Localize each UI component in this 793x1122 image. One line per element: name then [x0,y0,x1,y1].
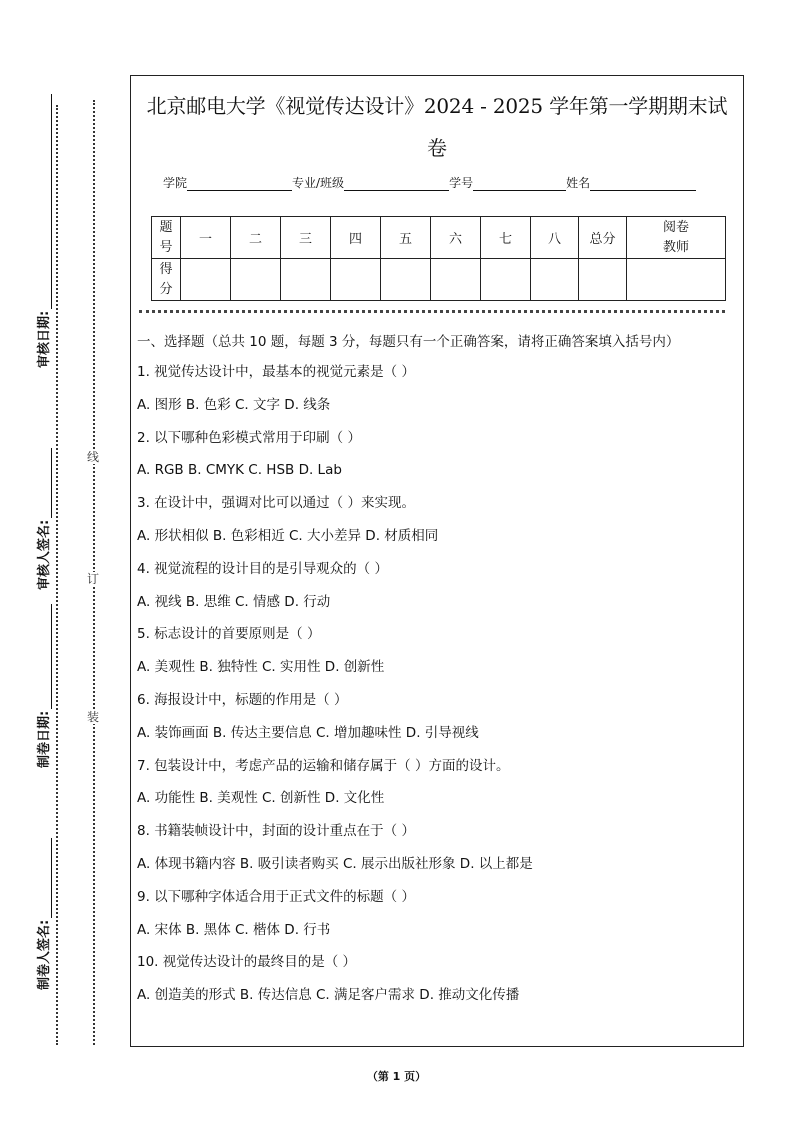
question-8: 8. 书籍装帧设计中，封面的设计重点在于（ ） [137,823,415,840]
binding-dotted-line-outer [56,105,58,1045]
make-date-label: 制卷日期: [37,710,52,768]
reviewer-sign-label: 审核人签名: [37,519,52,590]
score-cell-2[interactable] [231,259,281,301]
score-cell-6[interactable] [431,259,481,301]
col-8: 八 [531,217,579,259]
dotted-separator [139,310,725,313]
score-cell-total[interactable] [579,259,627,301]
question-6: 6. 海报设计中，标题的作用是（ ） [137,691,348,708]
school-field[interactable] [187,178,292,191]
options-3: A. 形状相似 B. 色彩相近 C. 大小差异 D. 材质相同 [137,527,439,544]
col-4: 四 [331,217,381,259]
review-date-label: 审核日期: [37,310,52,368]
question-7: 7. 包装设计中，考虑产品的运输和储存属于（ ）方面的设计。 [137,757,510,774]
question-number-header: 题号 [152,217,181,259]
options-8: A. 体现书籍内容 B. 吸引读者购买 C. 展示出版社形象 D. 以上都是 [137,855,533,872]
student-id-field[interactable] [473,178,566,191]
col-7: 七 [481,217,531,259]
col-2: 二 [231,217,281,259]
binding-char-line: 线 [87,450,100,464]
make-date-field [33,604,52,768]
score-cell-8[interactable] [531,259,579,301]
options-5: A. 美观性 B. 独特性 C. 实用性 D. 创新性 [137,659,385,676]
name-label: 姓名 [566,176,591,190]
major-field[interactable] [344,178,449,191]
student-id-label: 学号 [449,176,474,190]
score-table-header-row [152,217,726,259]
question-9: 9. 以下哪种字体适合用于正式文件的标题（ ） [137,888,415,905]
options-9: A. 宋体 B. 黑体 C. 楷体 D. 行书 [137,921,331,938]
options-10: A. 创造美的形式 B. 传达信息 C. 满足客户需求 D. 推动文化传播 [137,987,520,1004]
reviewer-sign-blank[interactable] [39,448,52,518]
maker-sign-label: 制卷人签名: [37,919,52,990]
col-1: 一 [181,217,231,259]
score-cell-1[interactable] [181,259,231,301]
exam-title-line1: 北京邮电大学《视觉传达设计》2024 - 2025 学年第一学期期末试 [146,94,728,118]
question-2: 2. 以下哪种色彩模式常用于印刷（ ） [137,429,361,446]
binding-char-order: 订 [87,572,100,586]
col-5: 五 [381,217,431,259]
name-field[interactable] [590,178,696,191]
school-label: 学院 [163,176,188,190]
col-3: 三 [281,217,331,259]
col-grader: 阅卷教师 [627,217,726,259]
binding-char-fold: 装 [87,710,100,724]
maker-sign-field [33,838,52,990]
options-7: A. 功能性 B. 美观性 C. 创新性 D. 文化性 [137,790,385,807]
col-6: 六 [431,217,481,259]
col-total: 总分 [579,217,627,259]
score-cell-7[interactable] [481,259,531,301]
question-1: 1. 视觉传达设计中，最基本的视觉元素是（ ） [137,364,415,380]
options-6: A. 装饰画面 B. 传达主要信息 C. 增加趣味性 D. 引导视线 [137,724,479,741]
review-date-field [33,94,52,368]
options-1: A. 图形 B. 色彩 C. 文字 D. 线条 [137,396,331,413]
page-number: （第 1 页） [366,1070,427,1083]
question-4: 4. 视觉流程的设计目的是引导观众的（ ） [137,560,388,577]
score-table [151,216,726,301]
reviewer-sign-field [33,448,52,590]
exam-frame [130,75,744,1047]
question-3: 3. 在设计中，强调对比可以通过（ ）来实现。 [137,495,415,512]
score-header: 得分 [152,259,181,301]
score-cell-5[interactable] [381,259,431,301]
review-date-blank[interactable] [39,94,52,309]
options-2: A. RGB B. CMYK C. HSB D. Lab [137,462,342,479]
options-4: A. 视线 B. 思维 C. 情感 D. 行动 [137,593,331,610]
score-cell-4[interactable] [331,259,381,301]
section-intro: 一、选择题（总共 10 题，每题 3 分，每题只有一个正确答案，请将正确答案填入括号内） [137,334,680,350]
question-10: 10. 视觉传达设计的最终目的是（ ） [137,954,357,971]
question-5: 5. 标志设计的首要原则是（ ） [137,626,321,643]
choice-section [137,331,737,1018]
major-label: 专业/班级 [292,176,345,190]
make-date-blank[interactable] [39,604,52,709]
student-info-row [163,174,696,191]
score-table-score-row [152,259,726,301]
maker-sign-blank[interactable] [39,838,52,918]
exam-title-line2: 卷 [427,136,447,160]
score-cell-grader[interactable] [627,259,726,301]
score-cell-3[interactable] [281,259,331,301]
